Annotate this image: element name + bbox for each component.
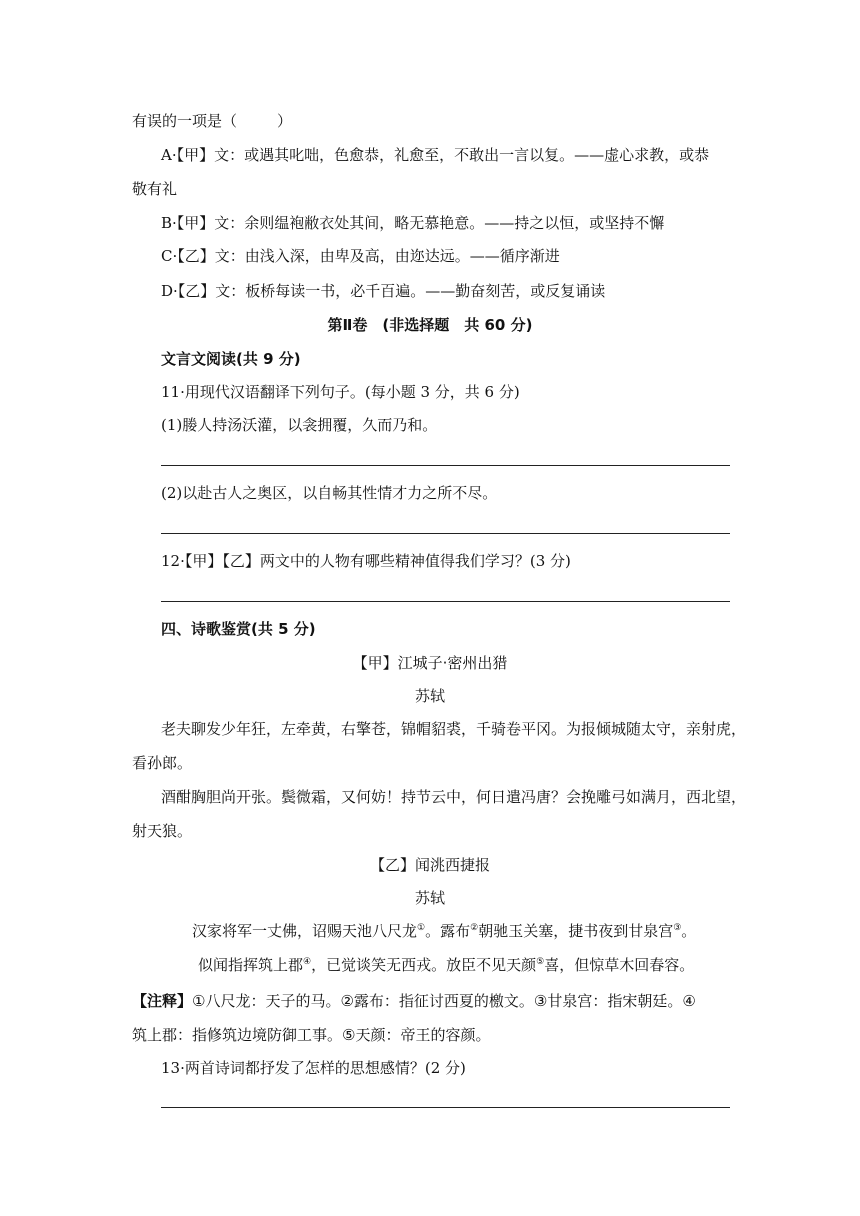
q10-option-b: B·【甲】文：余则缊袍敝衣处其间，略无慕艳意。——持之以恒，或坚持不懈: [161, 214, 665, 232]
q12-stem: 12·【甲】【乙】两文中的人物有哪些精神值得我们学习？(3 分): [161, 552, 571, 570]
annotation-label: 【注释】: [132, 992, 193, 1010]
q11-stem: 11·用现代汉语翻译下列句子。(每小题 3 分，共 6 分): [161, 383, 520, 401]
q10-option-a: A·【甲】文：或遇其叱咄，色愈恭，礼愈至，不敢出一言以复。——虚心求教，或恭: [161, 146, 710, 164]
q10-stem: 有误的一项是（ ）: [132, 112, 293, 130]
footnote-mark-1: ①: [417, 923, 426, 933]
poem1-line-4: 射天狼。: [132, 822, 193, 840]
poem1-line-3: 酒酣胸胆尚开张。鬓微霜，又何妨！持节云中，何日遣冯唐？会挽雕弓如满月，西北望，: [161, 788, 747, 806]
poem1-line-1: 老夫聊发少年狂，左牵黄，右擎苍，锦帽貂裘，千骑卷平冈。为报倾城随太守，亲射虎，: [161, 720, 747, 738]
q10-option-a-cont: 敬有礼: [132, 180, 178, 198]
poem2-line-2: 似闻指挥筑上郡④，已觉谈笑无西戎。放臣不见天颜⑤喜，但惊草木回春容。: [198, 956, 695, 974]
footnote-mark-5: ⑤: [536, 957, 545, 967]
annotation-line-2: 筑上郡：指修筑边境防御工事。⑤天颜：帝王的容颜。: [132, 1026, 491, 1044]
poem1-title: 【甲】江城子·密州出猎: [352, 654, 508, 672]
q11-sentence-1: (1)媵人持汤沃灌，以衾拥覆，久而乃和。: [161, 416, 438, 434]
annotation-line-1: 【注释】①八尺龙：天子的马。②露布：指征讨西夏的檄文。③甘泉宫：指宋朝廷。④: [132, 992, 696, 1010]
q12-answer-line: [161, 601, 730, 602]
footnote-mark-4: ④: [303, 957, 312, 967]
q11-answer-line-1: [161, 465, 730, 466]
footnote-mark-2: ②: [470, 923, 479, 933]
part2-title: 第Ⅱ卷 (非选择题 共 60 分): [327, 316, 533, 334]
q10-option-d: D·【乙】文：板桥每读一书，必千百遍。——勤奋刻苦，或反复诵读: [161, 282, 606, 300]
q11-sentence-2: (2)以赴古人之奥区，以自畅其性情才力之所不尽。: [161, 484, 498, 502]
poem1-author: 苏轼: [414, 687, 445, 705]
q13-answer-line: [161, 1107, 730, 1108]
poem2-author: 苏轼: [414, 889, 445, 907]
poem1-line-2: 看孙郎。: [132, 754, 193, 772]
q10-option-c: C·【乙】文：由浅入深，由卑及高，由迩达远。——循序渐进: [161, 247, 560, 265]
poem2-title: 【乙】闻洮西捷报: [369, 856, 490, 874]
part2-section-heading: 文言文阅读(共 9 分): [161, 350, 301, 368]
footnote-mark-3: ③: [673, 923, 682, 933]
poem2-line-1: 汉家将军一丈佛，诏赐天池八尺龙①。露布②朝驰玉关塞，捷书夜到甘泉宫③。: [192, 922, 697, 940]
poetry-section-heading: 四、诗歌鉴赏(共 5 分): [161, 620, 316, 638]
q13-stem: 13·两首诗词都抒发了怎样的思想感情？(2 分): [161, 1059, 466, 1077]
q11-answer-line-2: [161, 533, 730, 534]
